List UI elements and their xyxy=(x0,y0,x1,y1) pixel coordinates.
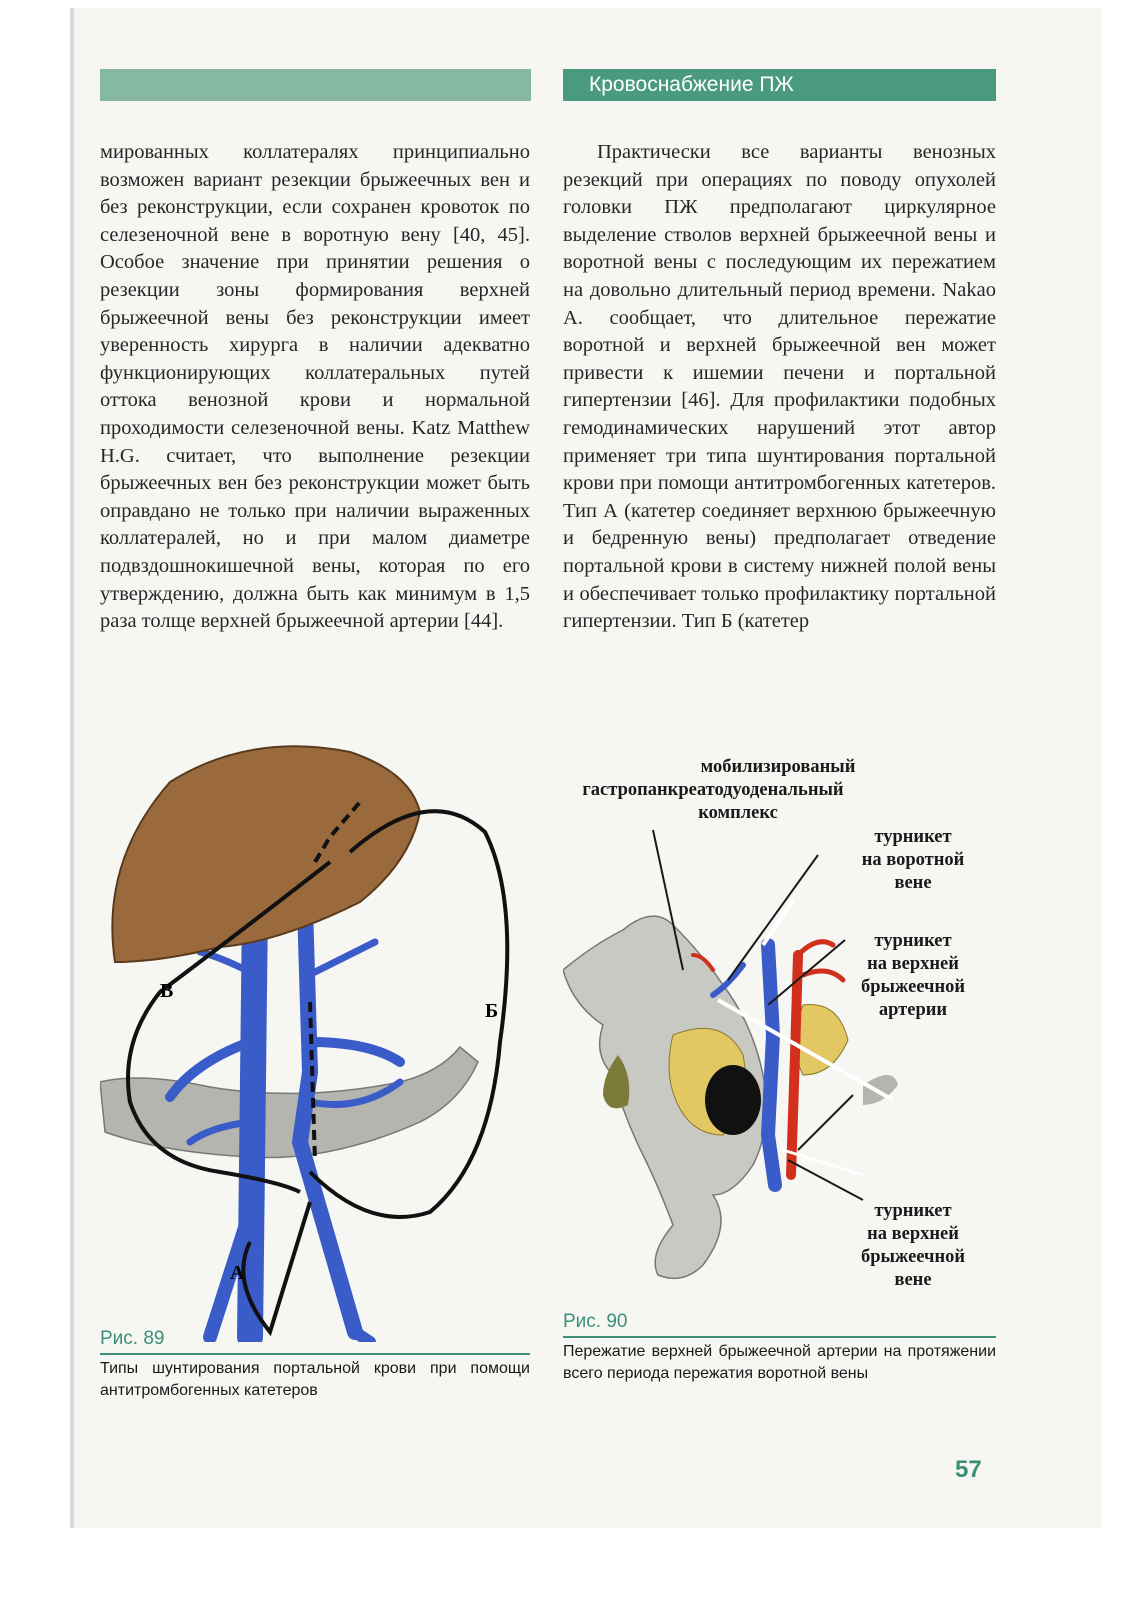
header-bar-left xyxy=(100,69,531,101)
right-column-text: Практически все варианты венозных резекций при операциях по поводу опухолей головки ПЖ предполагают циркулярное выделение стволов верхней брыжеечной вены и воротной вены с последующим их пережатием на довольно длительный период времени. Nakao A. сообщает, что длительное пережатие воротной и верхней брыжеечной вен может привести к ишемии печени и портальной гипертензии [46]. Для профилактики подобных гемодинамических нарушений этот автор применяет три типа шунтирования портальной крови при помощи антитромбогенных катетеров. Тип А (катетер соединяет верхнюю брыжеечную и бедренную вены) предполагает отведение портальной крови в систему нижней полой вены и обеспечивает только профилактику портальной гипертензии. Тип Б (катетер xyxy=(563,141,996,633)
label-vein-line-3: брыжеечной xyxy=(860,1247,966,1267)
label-artery-line-4: артерии xyxy=(878,1000,948,1020)
label-complex-line-3: комплекс xyxy=(698,803,778,823)
label-vein-line-4: вене xyxy=(894,1270,932,1290)
figure-90-caption: Пережатие верхней брыжеечной артерии на протяжении всего периода пережатия воротной вены xyxy=(563,1343,996,1382)
label-vein-line-2: на верхней xyxy=(867,1224,959,1244)
section-title: Кровоснабжение ПЖ xyxy=(589,73,794,96)
label-vein-line-1: турникет xyxy=(874,1201,952,1221)
figure-90-rule xyxy=(563,1336,996,1338)
label-A: А xyxy=(230,1262,245,1284)
left-column-text: мированных коллатералях принципиально возможен вариант резекции брыжеечных вен и без реконструкции, если сохранен кровоток по селезеночной вене в воротную вену [40, 45]. Особое значение при принятии решения о резекции зоны формирования верхней брыжеечной вены без реконструкции имеет уверенность хирурга в наличии адекватно функционирующих коллатеральных путей оттока венозной крови и нормальной проходимости селезеночной вены. Katz Matthew H.G. считает, что выполнение резекции брыжеечных вен без реконструкции может быть оправдано не только при наличии выраженных коллатералей, но и при малом диаметре подвздошнокишечной вены, которая по его утверждению, должна быть как минимум в 1,5 раза толще верхней брыжеечной артерии [44]. xyxy=(100,141,530,633)
pancreas-shape xyxy=(100,1047,478,1158)
label-complex-line-1: мобилизированый xyxy=(700,757,856,777)
figure-89-number: Рис. 89 xyxy=(100,1328,165,1349)
label-V: В xyxy=(160,980,174,1002)
portal-shunt-illustration xyxy=(100,742,530,1342)
label-portal-line-1: турникет xyxy=(874,827,952,847)
label-artery-line-2: на верхней xyxy=(867,954,959,974)
organ-complex xyxy=(563,916,898,1278)
label-portal-line-3: вене xyxy=(894,873,932,893)
page-number: 57 xyxy=(955,1456,982,1483)
figure-89 xyxy=(100,742,530,1342)
figure-89-rule xyxy=(100,1353,530,1355)
label-portal-line-2: на воротной xyxy=(861,850,965,870)
label-artery-line-3: брыжеечной xyxy=(860,977,966,997)
label-complex-line-2: гастропанкреатодуоденальный xyxy=(582,780,844,800)
figure-89-caption: Типы шунтирования портальной крови при помощи антитромбогенных катетеров xyxy=(100,1360,530,1399)
section-header-bar xyxy=(563,69,996,101)
tourniquet-illustration xyxy=(563,755,996,1335)
label-B: Б xyxy=(485,1000,499,1022)
liver-shape xyxy=(112,746,420,962)
label-artery-line-1: турникет xyxy=(874,931,952,951)
figure-90-number: Рис. 90 xyxy=(563,1311,628,1332)
figure-90 xyxy=(563,755,996,1335)
